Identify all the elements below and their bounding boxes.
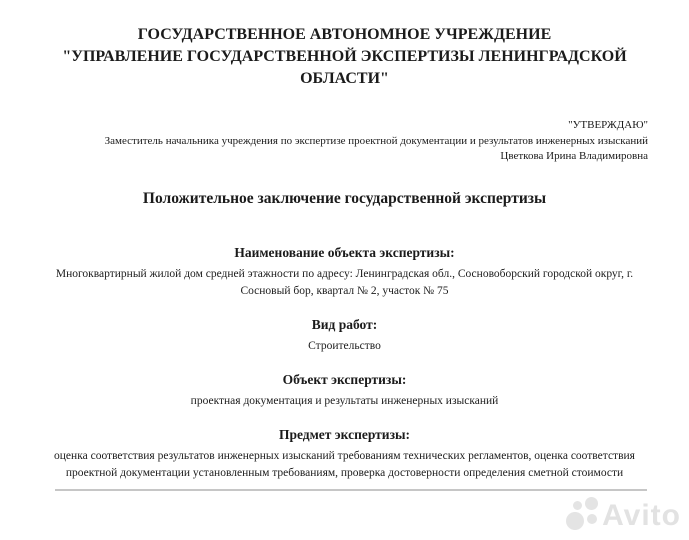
section-expertise-subject-heading: Предмет экспертизы:	[278, 426, 411, 442]
section-work-type	[0, 316, 689, 355]
avito-logo-dot-bottomright	[587, 514, 597, 524]
approval-label: "УТВЕРЖДАЮ"	[568, 119, 648, 131]
section-work-type-body: Строительство	[308, 339, 381, 352]
section-object-name	[0, 244, 689, 300]
document-title: Положительное заключение государственной экспертизы	[142, 189, 547, 207]
avito-logo-dot-bottomleft	[566, 512, 584, 530]
divider-line	[55, 489, 647, 491]
section-expertise-object-body: проектная документация и результаты инженерных изысканий	[190, 394, 499, 407]
organization-title-line-3: ОБЛАСТИ"	[300, 70, 389, 87]
approval-position: Заместитель начальника учреждения по экспертизе проектной документации и результатов инженерных изысканий	[104, 134, 648, 147]
section-object-name-heading: Наименование объекта экспертизы:	[234, 244, 455, 260]
approval-block	[0, 118, 689, 165]
avito-logo-dot-topright	[585, 497, 598, 510]
section-expertise-object	[0, 371, 689, 410]
avito-watermark	[566, 496, 681, 536]
organization-title	[25, 24, 665, 90]
section-object-name-body: Многоквартирный жилой дом средней этажности по адресу: Ленинградская обл., Сосновоборский городской округ, г. Сосновый бор, квартал № 2, участок № 75	[55, 267, 634, 297]
organization-title-line-1: ГОСУДАРСТВЕННОЕ АВТОНОМНОЕ УЧРЕЖДЕНИЕ	[137, 26, 552, 43]
section-expertise-subject	[0, 426, 689, 482]
approval-name: Цветкова Ирина Владимировна	[500, 150, 648, 162]
sections-container	[0, 244, 689, 482]
avito-watermark-text: Avito	[602, 499, 681, 532]
avito-logo-icon	[566, 496, 600, 536]
avito-logo-dot-topleft	[573, 501, 582, 510]
section-work-type-heading: Вид работ:	[311, 316, 378, 332]
organization-title-line-2: "УПРАВЛЕНИЕ ГОСУДАРСТВЕННОЙ ЭКСПЕРТИЗЫ ЛЕНИНГРАДСКОЙ	[62, 48, 627, 65]
section-expertise-subject-body: оценка соответствия результатов инженерных изысканий требованиям технических регламентов, оценка соответствия проектной документации установленным требованиям, проверка достоверности определения сметной стоимости	[54, 449, 635, 479]
section-expertise-object-heading: Объект экспертизы:	[282, 371, 407, 387]
